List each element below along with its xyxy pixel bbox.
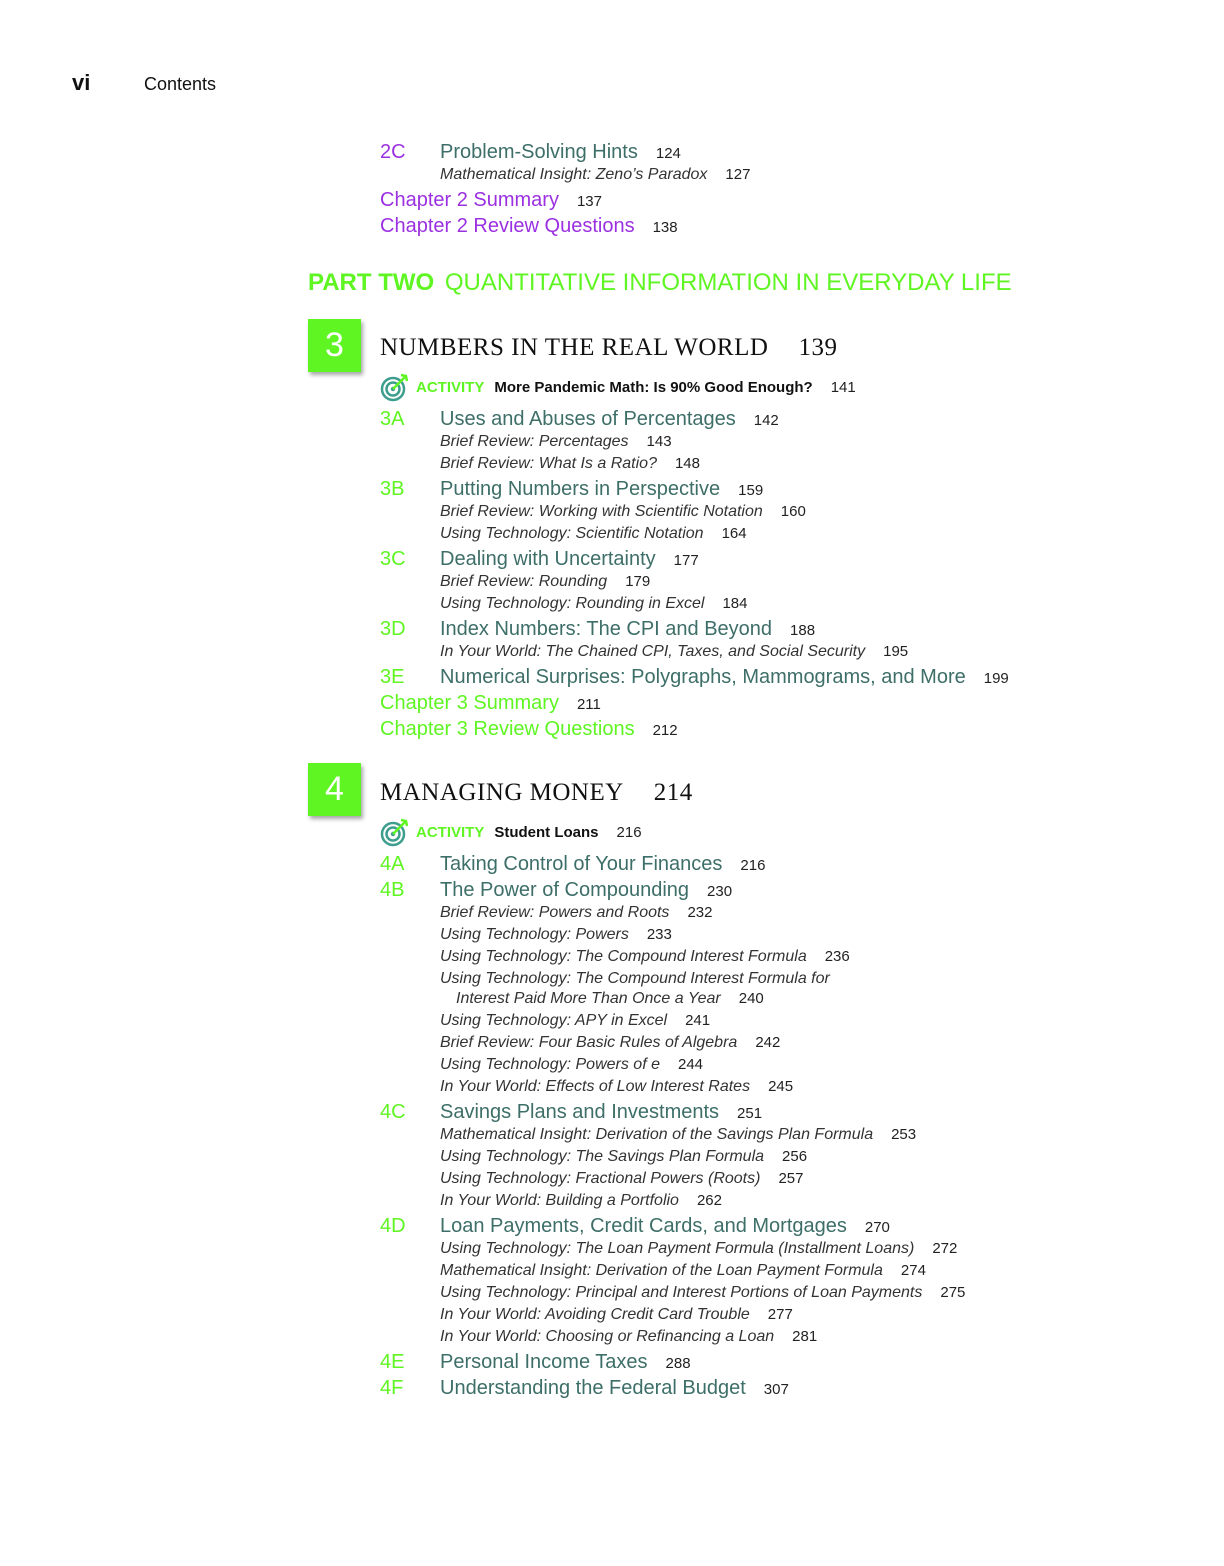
section-title[interactable]: Understanding the Federal Budget 307 xyxy=(440,1377,789,1399)
subsection[interactable]: Using Technology: Principal and Interest Portions of Loan Payments 275 xyxy=(440,1284,966,1301)
subsection[interactable]: Mathematical Insight: Zeno’s Paradox 127 xyxy=(440,166,751,183)
subsection[interactable]: In Your World: The Chained CPI, Taxes, and Social Security 195 xyxy=(440,643,909,660)
subsection[interactable]: In Your World: Avoiding Credit Card Trouble 277 xyxy=(440,1306,793,1323)
page-ref: 124 xyxy=(655,145,681,162)
chapter-title[interactable]: MANAGING MONEY 214 xyxy=(380,779,693,806)
subsection[interactable]: Using Technology: Scientific Notation 164 xyxy=(440,525,747,542)
subsection[interactable]: Using Technology: The Compound Interest Formula for xyxy=(440,970,830,987)
activity-entry[interactable]: ACTIVITY More Pandemic Math: Is 90% Good Enough? 141 xyxy=(380,372,856,402)
subsection[interactable]: Brief Review: What Is a Ratio? 148 xyxy=(440,455,700,472)
section-code: 3B xyxy=(380,478,405,500)
running-title: Contents xyxy=(144,74,217,94)
subsection[interactable]: Brief Review: Powers and Roots 232 xyxy=(440,904,713,921)
chapter-review-questions[interactable]: Chapter 2 Review Questions 138 xyxy=(380,215,678,237)
subsection[interactable]: Brief Review: Percentages 143 xyxy=(440,433,672,450)
section-title[interactable]: Personal Income Taxes 288 xyxy=(440,1351,691,1373)
part-title: QUANTITATIVE INFORMATION IN EVERYDAY LIFE xyxy=(444,269,1012,296)
subsection[interactable]: Mathematical Insight: Derivation of the Savings Plan Formula 253 xyxy=(440,1126,917,1143)
subsection[interactable]: Using Technology: Rounding in Excel 184 xyxy=(440,595,748,612)
activity-label: ACTIVITY xyxy=(416,823,485,841)
section-code: 3D xyxy=(380,618,406,640)
activity-label: ACTIVITY xyxy=(416,378,485,396)
subsection-continued[interactable]: Interest Paid More Than Once a Year 240 xyxy=(456,990,764,1007)
subsection[interactable]: Using Technology: The Savings Plan Formula 256 xyxy=(440,1148,808,1165)
section-code: 3A xyxy=(380,408,405,430)
subsection[interactable]: Using Technology: Fractional Powers (Roots) 257 xyxy=(440,1170,804,1187)
section-title[interactable]: Problem-Solving Hints 124 xyxy=(440,141,681,163)
section-title[interactable]: Index Numbers: The CPI and Beyond 188 xyxy=(440,618,816,640)
chapter-summary[interactable]: Chapter 3 Summary 211 xyxy=(380,692,601,714)
chapter-title[interactable]: NUMBERS IN THE REAL WORLD 139 xyxy=(380,334,838,361)
part-heading xyxy=(308,269,1012,297)
section-title[interactable]: Loan Payments, Credit Cards, and Mortgages 270 xyxy=(440,1215,890,1237)
section-code: 3E xyxy=(380,666,405,688)
subsection[interactable]: In Your World: Building a Portfolio 262 xyxy=(440,1192,722,1209)
subsection[interactable]: In Your World: Effects of Low Interest Rates 245 xyxy=(440,1078,794,1095)
subsection[interactable]: Using Technology: APY in Excel 241 xyxy=(440,1012,711,1029)
section-title[interactable]: Savings Plans and Investments 251 xyxy=(440,1101,763,1123)
section-code: 4F xyxy=(380,1377,404,1399)
section-title[interactable]: Numerical Surprises: Polygraphs, Mammograms, and More 199 xyxy=(440,666,1009,688)
chapter-number-badge: 4 xyxy=(308,763,361,816)
section-code: 4E xyxy=(380,1351,405,1373)
section-title[interactable]: Putting Numbers in Perspective 159 xyxy=(440,478,764,500)
section-code: 4D xyxy=(380,1215,406,1237)
page-number: vi xyxy=(72,70,91,95)
target-icon xyxy=(380,817,410,847)
subsection[interactable]: In Your World: Choosing or Refinancing a Loan 281 xyxy=(440,1328,818,1345)
subsection[interactable]: Mathematical Insight: Derivation of the Loan Payment Formula 274 xyxy=(440,1262,926,1279)
subsection[interactable]: Using Technology: Powers of e 244 xyxy=(440,1056,704,1073)
chapter-number-badge: 3 xyxy=(308,319,361,372)
section-title[interactable]: The Power of Compounding 230 xyxy=(440,879,733,901)
section-title[interactable]: Uses and Abuses of Percentages 142 xyxy=(440,408,779,430)
section-code: 4A xyxy=(380,853,405,875)
subsection[interactable]: Using Technology: The Loan Payment Formula (Installment Loans) 272 xyxy=(440,1240,958,1257)
activity-entry[interactable]: ACTIVITY Student Loans 216 xyxy=(380,817,642,847)
subsection[interactable]: Using Technology: Powers 233 xyxy=(440,926,672,943)
chapter-review-questions[interactable]: Chapter 3 Review Questions 212 xyxy=(380,718,678,740)
part-label: PART TWO xyxy=(308,269,435,296)
subsection[interactable]: Brief Review: Four Basic Rules of Algebra 242 xyxy=(440,1034,781,1051)
section-code: 2C xyxy=(380,141,406,163)
section-title[interactable]: Dealing with Uncertainty 177 xyxy=(440,548,699,570)
subsection[interactable]: Brief Review: Rounding 179 xyxy=(440,573,651,590)
activity-title: Student Loans xyxy=(494,823,599,841)
chapter-summary[interactable]: Chapter 2 Summary 137 xyxy=(380,189,602,211)
target-icon xyxy=(380,372,410,402)
subsection[interactable]: Brief Review: Working with Scientific Notation 160 xyxy=(440,503,806,520)
subsection[interactable]: Using Technology: The Compound Interest Formula 236 xyxy=(440,948,850,965)
section-code: 4B xyxy=(380,879,405,901)
section-title[interactable]: Taking Control of Your Finances 216 xyxy=(440,853,766,875)
section-code: 3C xyxy=(380,548,406,570)
activity-title: More Pandemic Math: Is 90% Good Enough? xyxy=(494,378,813,396)
section-code: 4C xyxy=(380,1101,406,1123)
